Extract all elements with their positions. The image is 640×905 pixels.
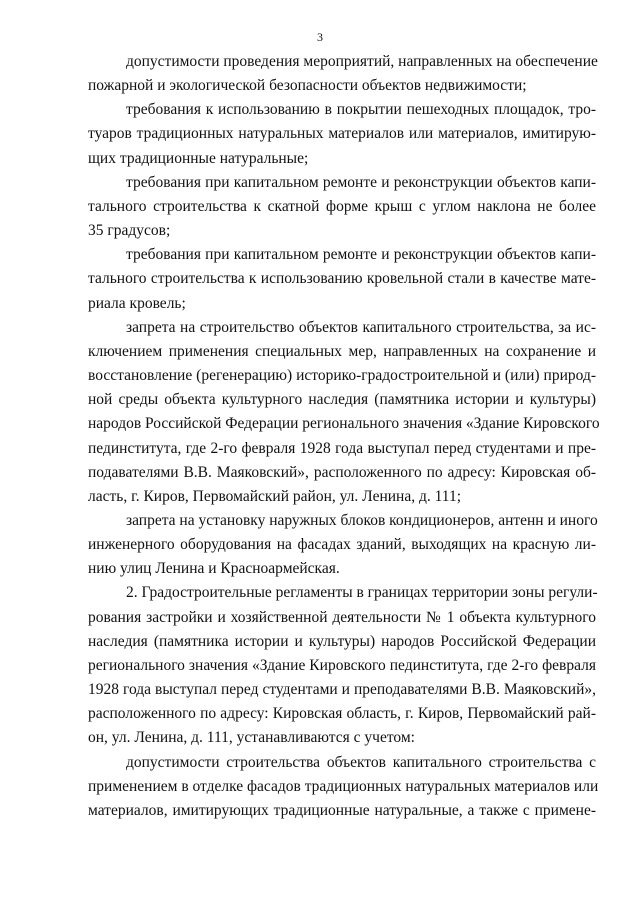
text-line: инженерного оборудования на фасадах зданий, выходящих на красную ли-: [88, 536, 596, 554]
text-line: регионального значения «Здание Кировского пединститута, где 2-го февраля: [88, 656, 596, 674]
text-line: пединститута, где 2-го февраля 1928 года выступал перед студентами и пре-: [88, 439, 596, 457]
text-line: тального строительства к использованию кровельной стали в качестве мате-: [88, 270, 596, 288]
text-line: 2. Градостроительные регламенты в границах территории зоны регули-: [126, 584, 598, 602]
text-line: применением в отделке фасадов традиционных натуральных материалов или: [88, 777, 599, 795]
page-number: 3: [317, 30, 323, 44]
text-line: требования при капитальном ремонте и реконструкции объектов капи-: [126, 246, 596, 264]
text-line: запрета на установку наружных блоков кондиционеров, антенн и иного: [126, 511, 598, 529]
text-line: подавателями В.В. Маяковский», расположенного по адресу: Кировская об-: [88, 463, 596, 481]
text-line: расположенного по адресу: Кировская область, г. Киров, Первомайский рай-: [88, 705, 596, 723]
text-line: рования застройки и хозяйственной деятельности № 1 объекта культурного: [88, 608, 596, 626]
paragraph: [88, 316, 600, 509]
paragraph: [88, 50, 596, 98]
paragraph: [88, 581, 596, 750]
text-line: восстановление (регенерацию) историко-градостроительной и (или) природ-: [88, 367, 596, 385]
paragraph: [88, 171, 596, 243]
text-line: риала кровель;: [88, 294, 186, 312]
text-line: требования к использованию в покрытии пешеходных площадок, тро-: [126, 101, 596, 119]
text-line: 35 градусов;: [88, 222, 171, 240]
text-line: народов Российской Федерации регионального значения «Здание Кировского: [88, 415, 600, 433]
text-line: 1928 года выступал перед студентами и преподавателями В.В. Маяковский»,: [88, 681, 596, 699]
text-line: щих традиционные натуральные;: [88, 149, 309, 167]
body-text: [88, 50, 600, 823]
text-line: наследия (памятника истории и культуры) народов Российской Федерации: [88, 632, 596, 650]
text-line: ласть, г. Киров, Первомайский район, ул. Ленина, д. 111;: [88, 487, 462, 505]
text-line: допустимости строительства объектов капитального строительства с: [126, 753, 596, 771]
text-line: требования при капитальном ремонте и реконструкции объектов капи-: [126, 173, 596, 191]
text-line: ключением применения специальных мер, направленных на сохранение и: [88, 342, 596, 360]
text-line: туаров традиционных натуральных материалов или материалов, имитирую-: [88, 125, 596, 143]
text-line: материалов, имитирующих традиционные натуральные, а также с примене-: [88, 801, 596, 819]
text-line: ной среды объекта культурного наследия (памятника истории и культуры): [88, 391, 596, 409]
text-line: пожарной и экологической безопасности объектов недвижимости;: [88, 77, 527, 95]
paragraph: [88, 509, 596, 581]
paragraph: [88, 98, 596, 170]
text-line: нию улиц Ленина и Красноармейская.: [88, 560, 340, 578]
paragraph: [88, 751, 599, 823]
text-line: он, ул. Ленина, д. 111, устанавливаются с учетом:: [88, 729, 415, 747]
text-line: допустимости проведения мероприятий, направленных на обеспечение: [126, 53, 598, 70]
text-line: запрета на строительство объектов капитального строительства, за ис-: [126, 318, 596, 336]
text-line: тального строительства к скатной форме крыш с углом наклона не более: [88, 197, 596, 215]
paragraph: [88, 243, 596, 315]
